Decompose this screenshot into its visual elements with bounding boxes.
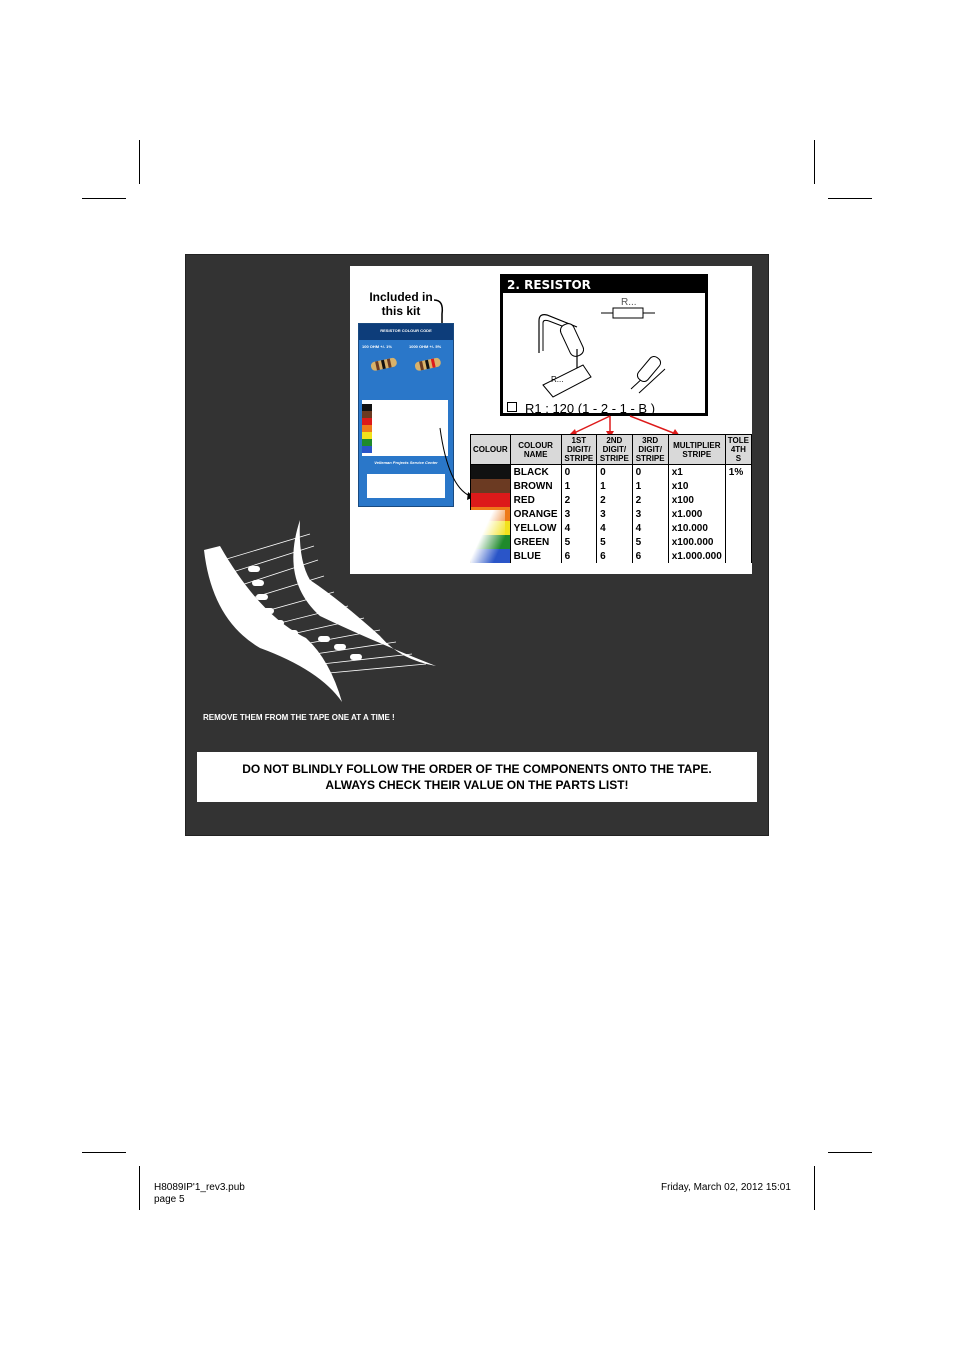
table-cell: 0 (561, 465, 597, 480)
table-cell: x1.000.000 (668, 549, 725, 563)
crop-mark (828, 198, 872, 199)
crop-mark (814, 1166, 815, 1210)
column-header: 3RD DIGIT/ STRIPE (632, 435, 668, 465)
resistor-section-box (500, 274, 708, 416)
resistor-icon (363, 351, 449, 379)
footer-left (154, 1182, 245, 1206)
table-cell (725, 535, 751, 549)
table-cell: 4 (561, 521, 597, 535)
table-row (471, 465, 752, 480)
column-header: COLOUR NAME (510, 435, 561, 465)
column-header: 2ND DIGIT/ STRIPE (597, 435, 633, 465)
r-example-text: R1 : 120 (1 - 2 - 1 - B ) (525, 401, 656, 416)
table-cell: x100.000 (668, 535, 725, 549)
table-cell: 6 (632, 549, 668, 563)
remove-note: REMOVE THEM FROM THE TAPE ONE AT A TIME ! (203, 713, 395, 722)
table-cell: ORANGE (510, 507, 561, 521)
table-header-row (471, 435, 752, 465)
column-header: 1ST DIGIT/ STRIPE (561, 435, 597, 465)
table-cell: 5 (632, 535, 668, 549)
table-cell: 5 (597, 535, 633, 549)
table-cell: x10 (668, 479, 725, 493)
table-cell: 6 (597, 549, 633, 563)
table-cell: x1 (668, 465, 725, 480)
colour-swatch (471, 479, 511, 493)
table-cell: 3 (632, 507, 668, 521)
card-footer: Velleman Projects Service Center (374, 460, 438, 465)
table-cell: 2 (561, 493, 597, 507)
colour-swatch (471, 493, 511, 507)
r-tag-label: R... (551, 375, 564, 384)
table-cell: 3 (561, 507, 597, 521)
table-row (471, 507, 752, 521)
crop-mark (139, 1166, 140, 1210)
warning-line-1: DO NOT BLINDLY FOLLOW THE ORDER OF THE COMPONENTS ONTO THE TAPE. (242, 762, 712, 776)
table-cell: x100 (668, 493, 725, 507)
crop-mark (139, 140, 140, 184)
column-header: MULTIPLIER STRIPE (668, 435, 725, 465)
table-cell: 2 (597, 493, 633, 507)
table-cell: x10.000 (668, 521, 725, 535)
crop-mark (828, 1152, 872, 1153)
table-cell: 3 (597, 507, 633, 521)
table-cell: 1 (632, 479, 668, 493)
table-cell: 5 (561, 535, 597, 549)
table-cell (725, 493, 751, 507)
table-cell: RED (510, 493, 561, 507)
checkbox-icon (507, 402, 517, 412)
table-cell: 0 (632, 465, 668, 480)
table-cell: YELLOW (510, 521, 561, 535)
table-row (471, 521, 752, 535)
table-fade (465, 510, 505, 574)
table-cell: BLACK (510, 465, 561, 480)
column-header: TOLE 4TH S (725, 435, 751, 465)
footer-date: Friday, March 02, 2012 15:01 (661, 1182, 791, 1193)
crop-mark (814, 140, 815, 184)
card-header: RESISTOR COLOUR CODE (380, 328, 432, 333)
table-cell: 4 (632, 521, 668, 535)
table-cell: 2 (632, 493, 668, 507)
table-cell (725, 507, 751, 521)
footer-file: H8089IP'1_rev3.pub (154, 1182, 245, 1193)
table-cell (725, 521, 751, 535)
table-row (471, 493, 752, 507)
table-cell: BROWN (510, 479, 561, 493)
footer-page: page 5 (154, 1194, 185, 1205)
table-cell: GREEN (510, 535, 561, 549)
colour-code-table (470, 434, 752, 563)
resistor-drawing-icon (503, 293, 705, 399)
table-cell: 1% (725, 465, 751, 480)
pointer-line (438, 426, 474, 506)
crop-mark (82, 1152, 126, 1153)
column-header: COLOUR (471, 435, 511, 465)
colour-swatch (471, 465, 511, 480)
table-cell: x1.000 (668, 507, 725, 521)
table-cell: BLUE (510, 549, 561, 563)
card-right-label: 1000 OHM +/- 5% (409, 344, 442, 349)
table-cell: 1 (561, 479, 597, 493)
card-left-label: 100 OHM +/- 1% (362, 344, 392, 349)
resistor-title: 2. RESISTOR (503, 277, 705, 293)
table-row (471, 535, 752, 549)
table-cell: 0 (597, 465, 633, 480)
warning-box (197, 752, 757, 802)
table-cell: 4 (597, 521, 633, 535)
table-cell (725, 479, 751, 493)
table-row (471, 479, 752, 493)
resistor-tape-illustration (200, 520, 440, 705)
table-row (471, 549, 752, 563)
crop-mark (82, 198, 126, 199)
included-in-kit-label: Included in this kit (369, 290, 433, 318)
table-cell: 6 (561, 549, 597, 563)
table-cell (725, 549, 751, 563)
warning-line-2: ALWAYS CHECK THEIR VALUE ON THE PARTS LIST! (325, 778, 629, 792)
r-symbol-label: R... (621, 297, 637, 308)
table-cell: 1 (597, 479, 633, 493)
